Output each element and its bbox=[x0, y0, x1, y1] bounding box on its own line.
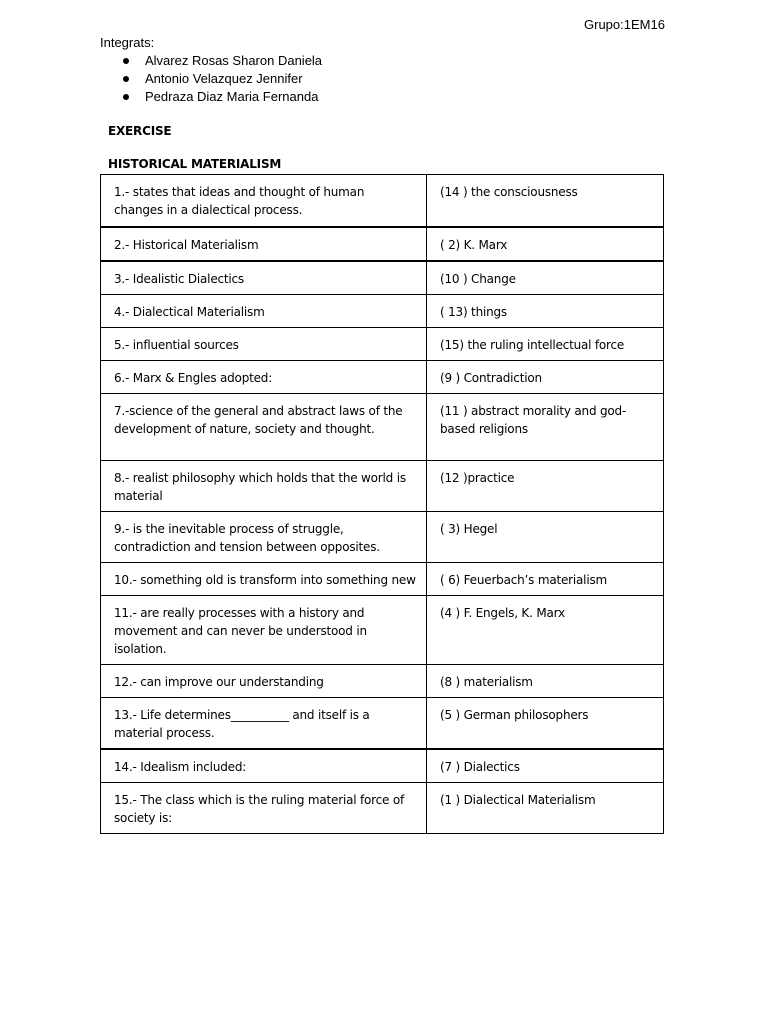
table-row bbox=[101, 360, 664, 393]
statement-cell: 11.- are really processes with a history and movement and can never be understood in isolation. bbox=[101, 595, 427, 664]
table-row bbox=[101, 227, 664, 261]
statement-cell: 4.- Dialectical Materialism bbox=[101, 294, 427, 327]
table-row bbox=[101, 460, 664, 511]
page-title: HISTORICAL MATERIALISM bbox=[108, 157, 282, 171]
list-item bbox=[120, 88, 322, 106]
member-name: Alvarez Rosas Sharon Daniela bbox=[145, 53, 323, 68]
statement-cell: 5.- influential sources bbox=[101, 327, 427, 360]
table-row bbox=[101, 511, 664, 562]
table-row bbox=[101, 664, 664, 697]
answer-cell: ( 13) things bbox=[427, 294, 664, 327]
statement-cell: 9.- is the inevitable process of struggle, contradiction and tension between opposites. bbox=[101, 511, 427, 562]
statement-cell: 7.-science of the general and abstract laws of the development of nature, society and thought. bbox=[101, 393, 427, 460]
matching-table bbox=[100, 174, 664, 834]
statement-cell: 13.- Life determines__________ and itself is a material process. bbox=[101, 697, 427, 749]
section-heading: EXERCISE bbox=[108, 124, 172, 138]
members-list bbox=[120, 52, 322, 106]
answer-cell: ( 3) Hegel bbox=[427, 511, 664, 562]
table-row bbox=[101, 782, 664, 833]
statement-cell: 8.- realist philosophy which holds that the world is material bbox=[101, 460, 427, 511]
statement-cell: 14.- Idealism included: bbox=[101, 749, 427, 783]
table-row bbox=[101, 294, 664, 327]
table-row bbox=[101, 327, 664, 360]
statement-cell: 6.- Marx & Engles adopted: bbox=[101, 360, 427, 393]
table-row bbox=[101, 595, 664, 664]
integrats-label: Integrats: bbox=[100, 35, 155, 50]
statement-cell: 10.- something old is transform into something new bbox=[101, 562, 427, 595]
answer-cell: (14 ) the consciousness bbox=[427, 175, 664, 227]
answer-cell: (5 ) German philosophers bbox=[427, 697, 664, 749]
answer-cell: (10 ) Change bbox=[427, 261, 664, 295]
member-name: Pedraza Diaz Maria Fernanda bbox=[145, 89, 319, 104]
answer-cell: (8 ) materialism bbox=[427, 664, 664, 697]
statement-cell: 12.- can improve our understanding bbox=[101, 664, 427, 697]
bullet-icon bbox=[123, 76, 129, 82]
list-item bbox=[120, 52, 322, 70]
table-row bbox=[101, 697, 664, 749]
table-row bbox=[101, 175, 664, 227]
answer-cell: (11 ) abstract morality and god-based religions bbox=[427, 393, 664, 460]
statement-cell: 2.- Historical Materialism bbox=[101, 227, 427, 261]
table-row bbox=[101, 562, 664, 595]
statement-cell: 3.- Idealistic Dialectics bbox=[101, 261, 427, 295]
group-label: Grupo:1EM16 bbox=[584, 17, 665, 32]
statement-cell: 1.- states that ideas and thought of human changes in a dialectical process. bbox=[101, 175, 427, 227]
answer-cell: (4 ) F. Engels, K. Marx bbox=[427, 595, 664, 664]
table-row bbox=[101, 261, 664, 295]
answer-cell: (12 )practice bbox=[427, 460, 664, 511]
answer-cell: (1 ) Dialectical Materialism bbox=[427, 782, 664, 833]
bullet-icon bbox=[123, 94, 129, 100]
list-item bbox=[120, 70, 322, 88]
table-row bbox=[101, 393, 664, 460]
answer-cell: (9 ) Contradiction bbox=[427, 360, 664, 393]
answer-cell: ( 2) K. Marx bbox=[427, 227, 664, 261]
answer-cell: ( 6) Feuerbach’s materialism bbox=[427, 562, 664, 595]
bullet-icon bbox=[123, 58, 129, 64]
statement-cell: 15.- The class which is the ruling material force of society is: bbox=[101, 782, 427, 833]
table-row bbox=[101, 749, 664, 783]
answer-cell: (7 ) Dialectics bbox=[427, 749, 664, 783]
member-name: Antonio Velazquez Jennifer bbox=[145, 71, 303, 86]
answer-cell: (15) the ruling intellectual force bbox=[427, 327, 664, 360]
